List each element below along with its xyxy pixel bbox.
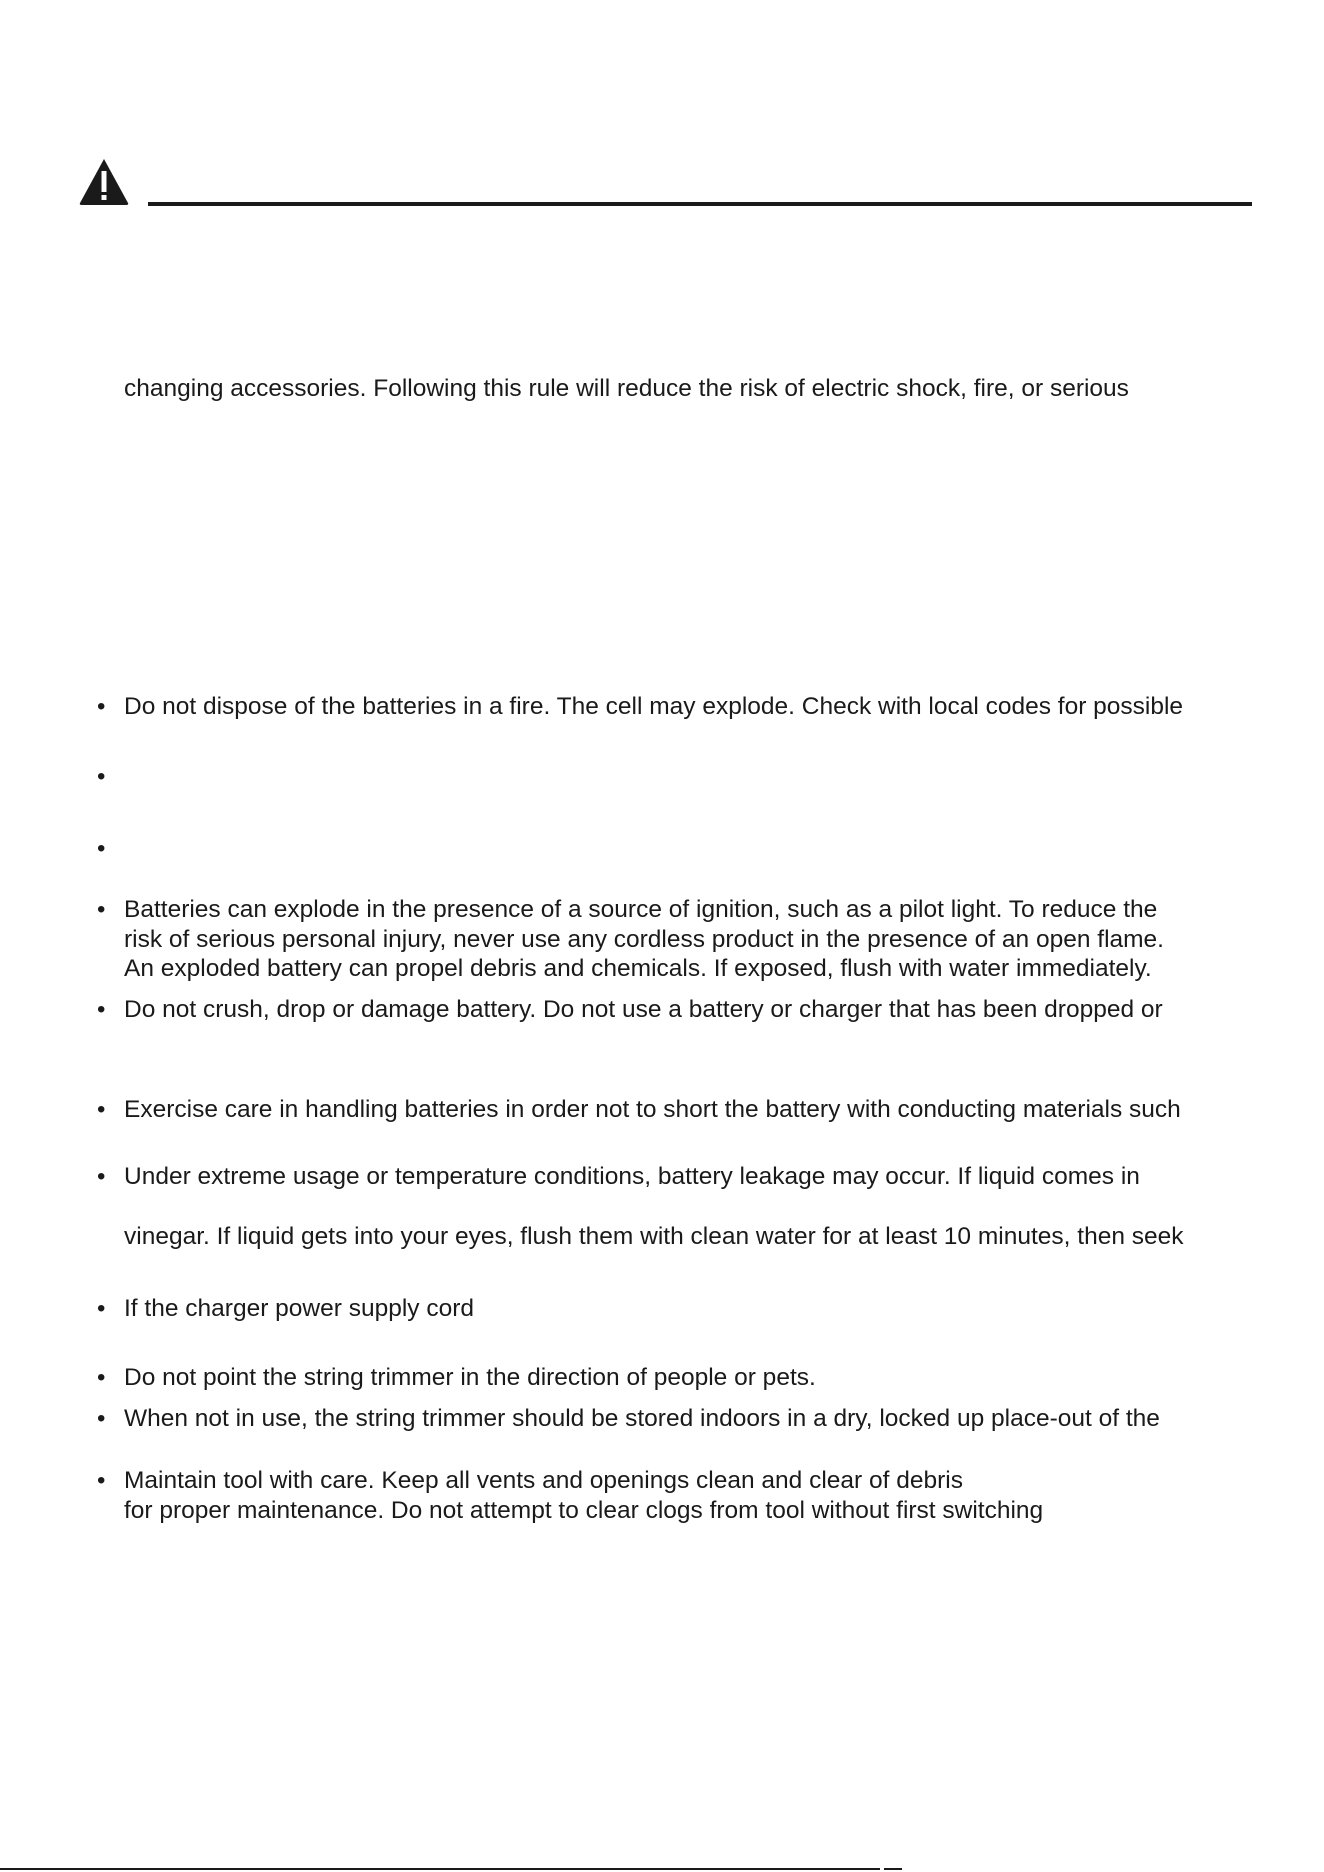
- footer-rule-segment: [884, 1868, 902, 1870]
- text-line: Maintain tool with care. Keep all vents and openings clean and clear of debris: [124, 1467, 963, 1494]
- bullet: •: [97, 996, 106, 1023]
- text-line: Batteries can explode in the presence of a source of ignition, such as a pilot light. To reduce the: [124, 896, 1158, 923]
- footer-rule: [0, 1868, 880, 1870]
- text-line: vinegar. If liquid gets into your eyes, flush them with clean water for at least 10 minutes, then seek: [124, 1223, 1184, 1250]
- text-line: Under extreme usage or temperature conditions, battery leakage may occur. If liquid comes in: [124, 1163, 1140, 1190]
- text-line: Do not dispose of the batteries in a fire. The cell may explode. Check with local codes for possible: [124, 693, 1184, 720]
- bullet: •: [97, 1364, 106, 1391]
- text-line: When not in use, the string trimmer should be stored indoors in a dry, locked up place-out of the: [124, 1405, 1160, 1432]
- warning-triangle-icon: [78, 157, 130, 207]
- bullet: •: [97, 763, 106, 790]
- text-line: changing accessories. Following this rule will reduce the risk of electric shock, fire, or serious: [124, 375, 1129, 402]
- bullet: •: [97, 693, 106, 720]
- bullet: •: [97, 1405, 106, 1432]
- header-rule: [148, 202, 1252, 206]
- bullet: •: [97, 896, 106, 923]
- bullet: •: [97, 1163, 106, 1190]
- text-line: Exercise care in handling batteries in order not to short the battery with conducting materials such: [124, 1096, 1181, 1123]
- text-line: An exploded battery can propel debris and chemicals. If exposed, flush with water immediately.: [124, 955, 1152, 982]
- text-line: for proper maintenance. Do not attempt to clear clogs from tool without first switching: [124, 1497, 1044, 1524]
- text-line: risk of serious personal injury, never use any cordless product in the presence of an open flame.: [124, 926, 1164, 953]
- bullet: •: [97, 1295, 106, 1322]
- text-line: If the charger power supply cord: [124, 1295, 474, 1322]
- bullet: •: [97, 835, 106, 862]
- bullet: •: [97, 1467, 106, 1494]
- text-line: Do not point the string trimmer in the direction of people or pets.: [124, 1364, 816, 1391]
- bullet: •: [97, 1096, 106, 1123]
- text-line: Do not crush, drop or damage battery. Do not use a battery or charger that has been dropped or: [124, 996, 1163, 1023]
